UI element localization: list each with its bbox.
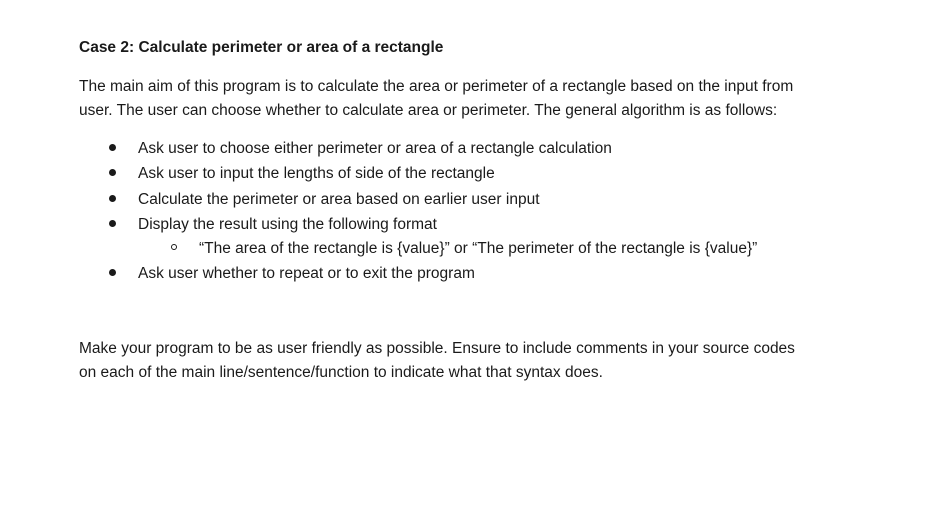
list-item-text: Ask user to choose either perimeter or area of a rectangle calculation: [138, 140, 612, 157]
bullet-icon: [109, 269, 116, 276]
intro-line: user. The user can choose whether to calculate area or perimeter. The general algorithm is as follows:: [79, 102, 778, 119]
list-item: [0, 187, 942, 212]
list-item-text: Display the result using the following format: [138, 216, 437, 233]
case-heading: Case 2: Calculate perimeter or area of a rectangle: [79, 39, 444, 56]
list-item: [0, 212, 942, 237]
sub-list-item: [0, 236, 942, 261]
bullet-icon: [109, 144, 116, 151]
hollow-bullet-icon: [171, 244, 177, 250]
closing-line: on each of the main line/sentence/function to indicate what that syntax does.: [79, 364, 603, 381]
list-item-text: Ask user whether to repeat or to exit the program: [138, 265, 475, 282]
bullet-icon: [109, 220, 116, 227]
closing-paragraph: [79, 337, 879, 385]
bullet-icon: [109, 169, 116, 176]
list-item: [0, 161, 942, 186]
list-item: [0, 261, 942, 286]
intro-line: The main aim of this program is to calculate the area or perimeter of a rectangle based on the input from: [79, 78, 794, 95]
list-item-text: Calculate the perimeter or area based on earlier user input: [138, 191, 540, 208]
list-item-text: Ask user to input the lengths of side of the rectangle: [138, 165, 495, 182]
intro-paragraph: [79, 75, 879, 123]
closing-line: Make your program to be as user friendly as possible. Ensure to include comments in your source codes: [79, 340, 795, 357]
list-item: [0, 136, 942, 161]
bullet-icon: [109, 195, 116, 202]
sub-list-item-text: “The area of the rectangle is {value}” or “The perimeter of the rectangle is {value}”: [199, 240, 758, 257]
